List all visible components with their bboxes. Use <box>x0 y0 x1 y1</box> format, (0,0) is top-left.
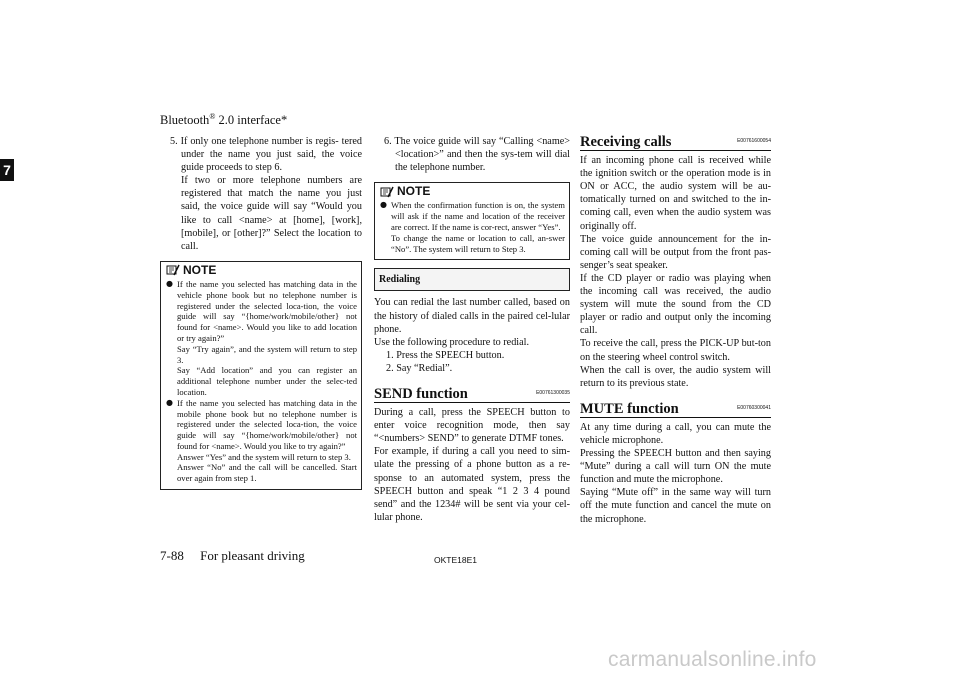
send-paragraph-1: During a call, press the SPEECH button to enter voice recognition mode, then say “<numbers> SEND” to generate DTMF tones. <box>374 407 570 445</box>
note-icon <box>165 264 180 276</box>
receiving-paragraph: When the call is over, the audio system will return to its previous state. <box>580 364 771 389</box>
section-code: E00761600054 <box>737 138 771 144</box>
receiving-paragraph: If an incoming phone call is received while the ignition switch or the operation mode is in ON or ACC, the audio system will be au-tomatically turned on and switched to the in-coming call, even when the audio system was originally off. <box>580 155 771 232</box>
manual-code: OKTE18E1 <box>434 555 477 565</box>
section-code: E00760300041 <box>737 404 771 411</box>
note-item: ● If the name you selected has matching data in the vehicle phone book but no telephone number is registered under the selected loca-tion, the voice guide will say “{home/work/mobile/other} not found for <name>. Would you like to add location or try again?” Say “Try again”, and the system will return to step 3. Say “Add location” and you can register an additional telephone number under the selec-ted location. <box>166 278 357 397</box>
step-5: 5. If only one telephone number is regis- tered under the name you just said, the voice guide proceeds to step 6. <box>170 136 363 174</box>
watermark: carmanualsonline.info <box>608 648 817 671</box>
note-heading: NOTE <box>165 264 357 277</box>
mute-paragraph: Pressing the SPEECH button and then saying “Mute” during a call will turn ON the mute function and mute the microphone. <box>580 448 771 486</box>
chapter-tab: 7 <box>0 159 14 181</box>
step-6: 6. The voice guide will say “Calling <name> <location>” and then the sys-tem will dial the telephone number. <box>384 136 571 174</box>
mute-paragraph: Saying “Mute off” in the same way will turn off the mute function and cancel the mute on the microphone. <box>580 487 771 525</box>
send-function-heading: SEND function E00761300035 <box>374 386 570 403</box>
receiving-paragraph: To receive the call, press the PICK-UP but-ton on the steering wheel control switch. <box>580 338 771 363</box>
section-code: E00761300035 <box>536 390 570 397</box>
receiving-paragraph: If the CD player or radio was playing when the incoming call was received, the audio system will mute the sound from the CD player or radio and output only the incoming call. <box>580 272 771 337</box>
receiving-paragraph: The voice guide announcement for the in-coming call will be output from the front pas-senger’s seat speaker. <box>580 233 771 271</box>
mute-paragraph: At any time during a call, you can mute the vehicle microphone. <box>580 421 771 446</box>
note-icon <box>379 186 394 198</box>
column-left <box>160 135 362 496</box>
note-box <box>374 182 570 260</box>
step-5-paragraph: If two or more telephone numbers are registered that match the name you just said, the voice guide will say “Would you like to call <name> at [home], [work], [mobile], or [other]?” Select the location to call. <box>181 175 362 252</box>
send-paragraph-2: For example, if during a call you need to sim-ulate the pressing of a phone button as a re-sponse to an automated system, press the SPEECH button and speak “1 2 3 4 pound send” and the 1234# will be sent via your cel-lular phone. <box>374 446 570 523</box>
receiving-calls-heading: Receiving calls E00761600054 <box>580 134 771 150</box>
running-header: Bluetooth® 2.0 interface* <box>160 112 288 128</box>
column-middle <box>374 135 570 524</box>
note-heading: NOTE <box>379 185 565 198</box>
redial-paragraph: You can redial the last number called, based on the history of dialed calls in the paired cel-lular phone. <box>374 297 570 335</box>
note-item: ● When the confirmation function is on, the system will ask if the name and location of the receiver are correct. If the name is cor-rect, answer “Yes”. To change the name or location to call, an-swer “No”. The system will return to Step 3. <box>380 200 565 254</box>
bullet-icon: ● <box>166 278 173 288</box>
bullet-icon: ● <box>166 397 173 407</box>
column-right <box>580 135 771 526</box>
page-footer: 7-88 For pleasant driving <box>160 548 305 563</box>
redialing-heading: Redialing <box>374 268 570 291</box>
redial-step-2: 2. Say “Redial”. <box>386 362 453 374</box>
redial-step-1: 1. Press the SPEECH button. <box>386 349 505 361</box>
note-item: ● If the name you selected has matching data in the mobile phone book but no telephone number is registered under the selected loca-tion, the voice guide will say “{home/work/mobile/other} not found for <name>. Would you like to try again?” Answer “Yes” and the system will return to step 3. Answer “No” and the call will be cancelled. Start over again from step 1. <box>166 397 357 484</box>
note-box <box>160 261 362 490</box>
mute-function-heading: MUTE function E00760300041 <box>580 400 771 417</box>
redial-procedure: Use the following procedure to redial. <box>374 336 530 348</box>
bullet-icon: ● <box>380 200 387 210</box>
